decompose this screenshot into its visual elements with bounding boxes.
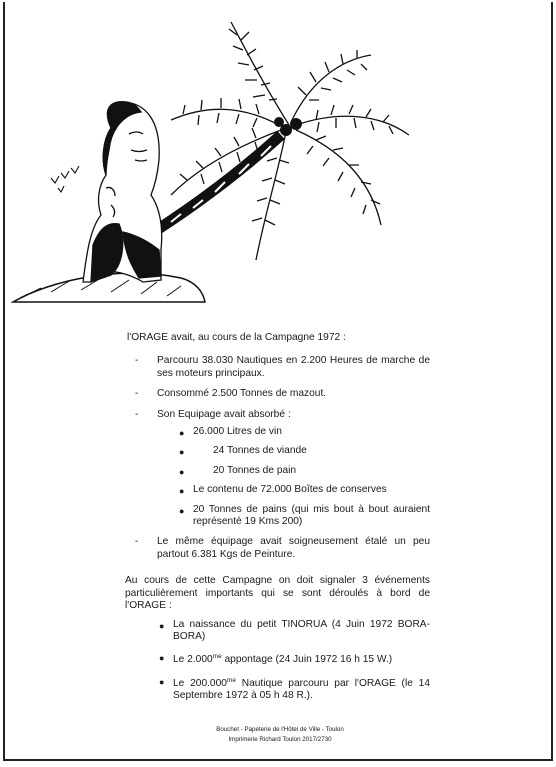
consumption-item: ● 24 Tonnes de viande bbox=[179, 445, 307, 458]
bullet-icon: ● bbox=[179, 466, 185, 477]
event-item: ● Le $2.000^{me}$ appontage (24 Juin 1972 16 h 15 W.) bbox=[159, 653, 393, 666]
list-item bbox=[135, 409, 430, 529]
list-item bbox=[135, 536, 430, 561]
item-text: Consommé 2.500 Tonnes de mazout. bbox=[157, 388, 327, 400]
item-text: Le même équipage avait soigneusement étalé un peu partout 6.381 Kgs de Peinture. bbox=[157, 536, 430, 560]
footer-line-2: Imprimerie Richard Toulon 2017/2730 bbox=[228, 736, 332, 743]
consumption-item: ● 20 Tonnes de pain bbox=[179, 464, 297, 477]
body-text bbox=[125, 332, 430, 711]
intro-line: l'ORAGE avait, au cours de la Campagne 1972 : bbox=[127, 332, 346, 343]
item-text: Son Equipage avait absorbé : bbox=[157, 408, 291, 420]
events-intro: Au cours de cette Campagne on doit signaler 3 événements particulièrement importants qui se sont déroulés à bord de l'ORAGE : bbox=[125, 575, 430, 612]
event-item: ● Le $200.000^{me}$ Nautique parcouru par l'ORAGE (le 14 Septembre 1972 à 05 h 48 R.). bbox=[159, 676, 430, 702]
page bbox=[3, 2, 553, 761]
bullet-icon: ● bbox=[179, 505, 185, 516]
footer-line-1: Bouchet - Papeterie de l'Hôtel de Ville - Toulon bbox=[216, 726, 344, 733]
item-text: Parcouru 38.030 Nautiques en 2.200 Heures de marche de ses moteurs principaux. bbox=[157, 355, 430, 379]
dash: - bbox=[135, 536, 139, 548]
bullet-icon: ● bbox=[159, 676, 165, 687]
consumption-item: ● Le contenu de 72.000 Boîtes de conserves bbox=[179, 484, 387, 497]
list-item bbox=[135, 388, 430, 400]
bullet-icon: ● bbox=[179, 428, 185, 439]
dash: - bbox=[135, 408, 139, 420]
dash: - bbox=[135, 388, 139, 400]
bullet-icon: ● bbox=[179, 447, 185, 458]
event-item: ● La naissance du petit TINORUA (4 Juin 1972 BORA-BORA) bbox=[159, 618, 430, 642]
consumption-item: ● 20 Tonnes de pains (qui mis bout à bout auraient représenté 19 Kms 200) bbox=[179, 503, 430, 528]
bullet-icon: ● bbox=[179, 486, 185, 497]
dash: - bbox=[135, 355, 139, 367]
consumption-item: ● 26.000 Litres de vin bbox=[179, 426, 282, 439]
consumption-list bbox=[179, 426, 430, 528]
tiki-palm-illustration bbox=[11, 10, 411, 310]
bullet-icon: ● bbox=[159, 620, 165, 631]
printer-footer bbox=[5, 725, 555, 745]
bullet-icon: ● bbox=[159, 653, 165, 664]
events-list bbox=[159, 619, 430, 703]
list-item bbox=[135, 355, 430, 380]
